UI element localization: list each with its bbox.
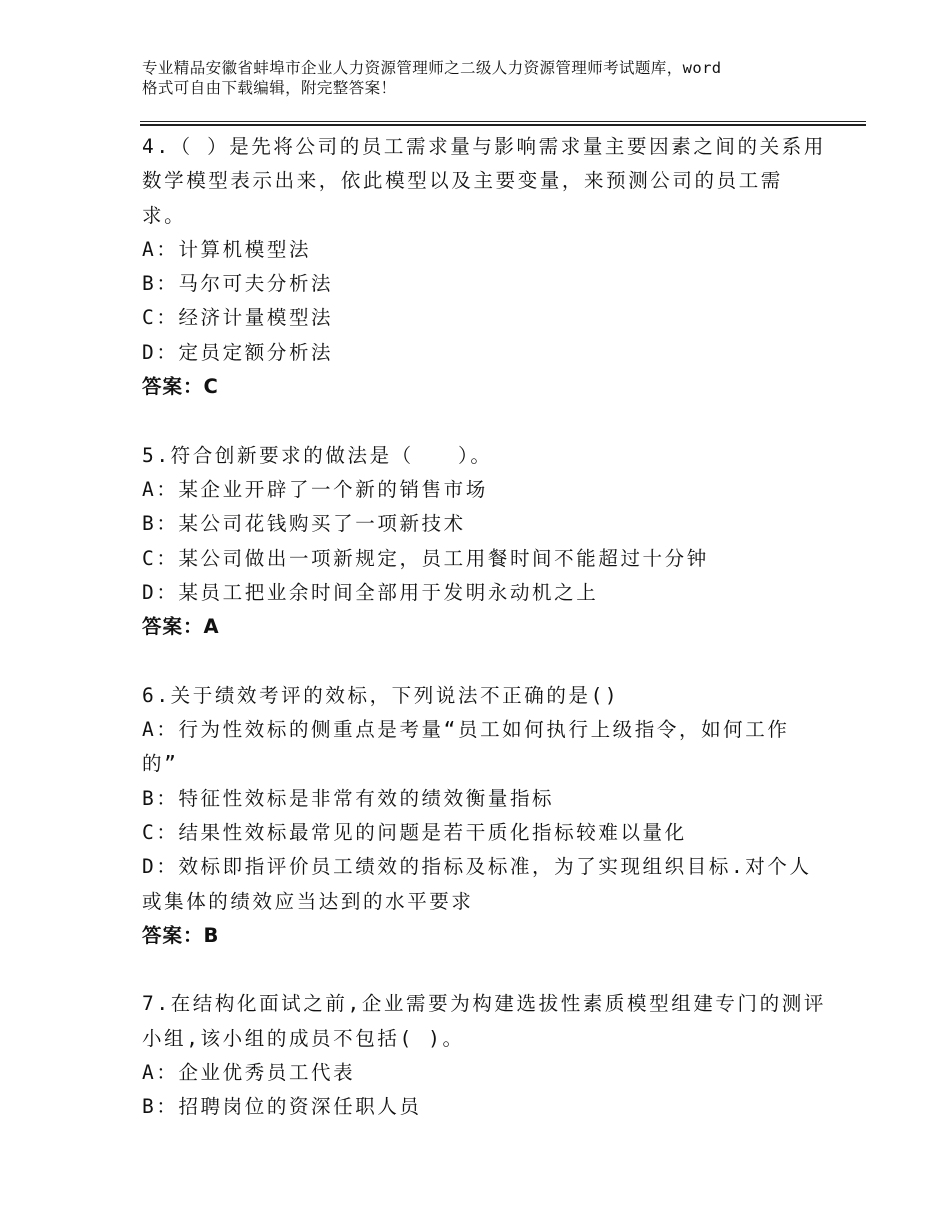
option-a: A：计算机模型法 — [142, 237, 312, 261]
document-header — [142, 58, 832, 98]
option-d: D：某员工把业余时间全部用于发明永动机之上 — [142, 580, 599, 604]
answer: 答案：B — [142, 923, 220, 947]
question-7 — [142, 987, 826, 1124]
header-line-2: 格式可自由下载编辑，附完整答案！ — [142, 79, 397, 97]
option-a-continued: 的” — [142, 752, 179, 776]
header-line-1: 专业精品安徽省蚌埠市企业人力资源管理师之二级人力资源管理师考试题库，word — [142, 59, 722, 77]
option-b: B：招聘岗位的资深任职人员 — [142, 1095, 422, 1119]
option-b: B：某公司花钱购买了一项新技术 — [142, 512, 466, 536]
question-stem-line: 小组,该小组的成员不包括( )。 — [142, 1026, 465, 1050]
option-d: D：效标即指评价员工绩效的指标及标准，为了实现组织目标.对个人 — [142, 855, 812, 879]
question-5 — [142, 439, 822, 645]
option-c: C：结果性效标最常见的问题是若干质化指标较难以量化 — [142, 820, 687, 844]
option-b: B：马尔可夫分析法 — [142, 272, 334, 296]
header-rule-thin — [140, 121, 866, 122]
question-stem-line: 求。 — [142, 203, 187, 227]
question-4 — [142, 130, 826, 404]
header-rule-thick — [140, 124, 866, 126]
question-stem-line: 4.（ ）是先将公司的员工需求量与影响需求量主要因素之间的关系用 — [142, 135, 826, 158]
option-d-continued: 或集体的绩效应当达到的水平要求 — [142, 889, 474, 913]
option-c: C：某公司做出一项新规定，员工用餐时间不能超过十分钟 — [142, 546, 709, 570]
answer: 答案：C — [142, 375, 219, 399]
option-a: A：行为性效标的侧重点是考量“员工如何执行上级指令，如何工作 — [142, 718, 790, 742]
question-stem-line: 6.关于绩效考评的效标，下列说法不正确的是() — [142, 683, 620, 707]
question-stem-line: 数学模型表示出来，依此模型以及主要变量，来预测公司的员工需 — [142, 169, 783, 193]
question-stem-line: 5.符合创新要求的做法是（ ）。 — [142, 443, 493, 467]
question-6 — [142, 679, 822, 953]
question-list — [142, 130, 826, 1125]
question-stem-line: 7.在结构化面试之前,企业需要为构建选拔性素质模型组建专门的测评 — [142, 992, 826, 1016]
answer: 答案：A — [142, 615, 220, 639]
option-a: A：某企业开辟了一个新的销售市场 — [142, 477, 488, 501]
option-c: C：经济计量模型法 — [142, 306, 334, 330]
option-b: B：特征性效标是非常有效的绩效衡量指标 — [142, 786, 555, 810]
option-a: A：企业优秀员工代表 — [142, 1061, 356, 1085]
option-d: D：定员定额分析法 — [142, 340, 334, 364]
